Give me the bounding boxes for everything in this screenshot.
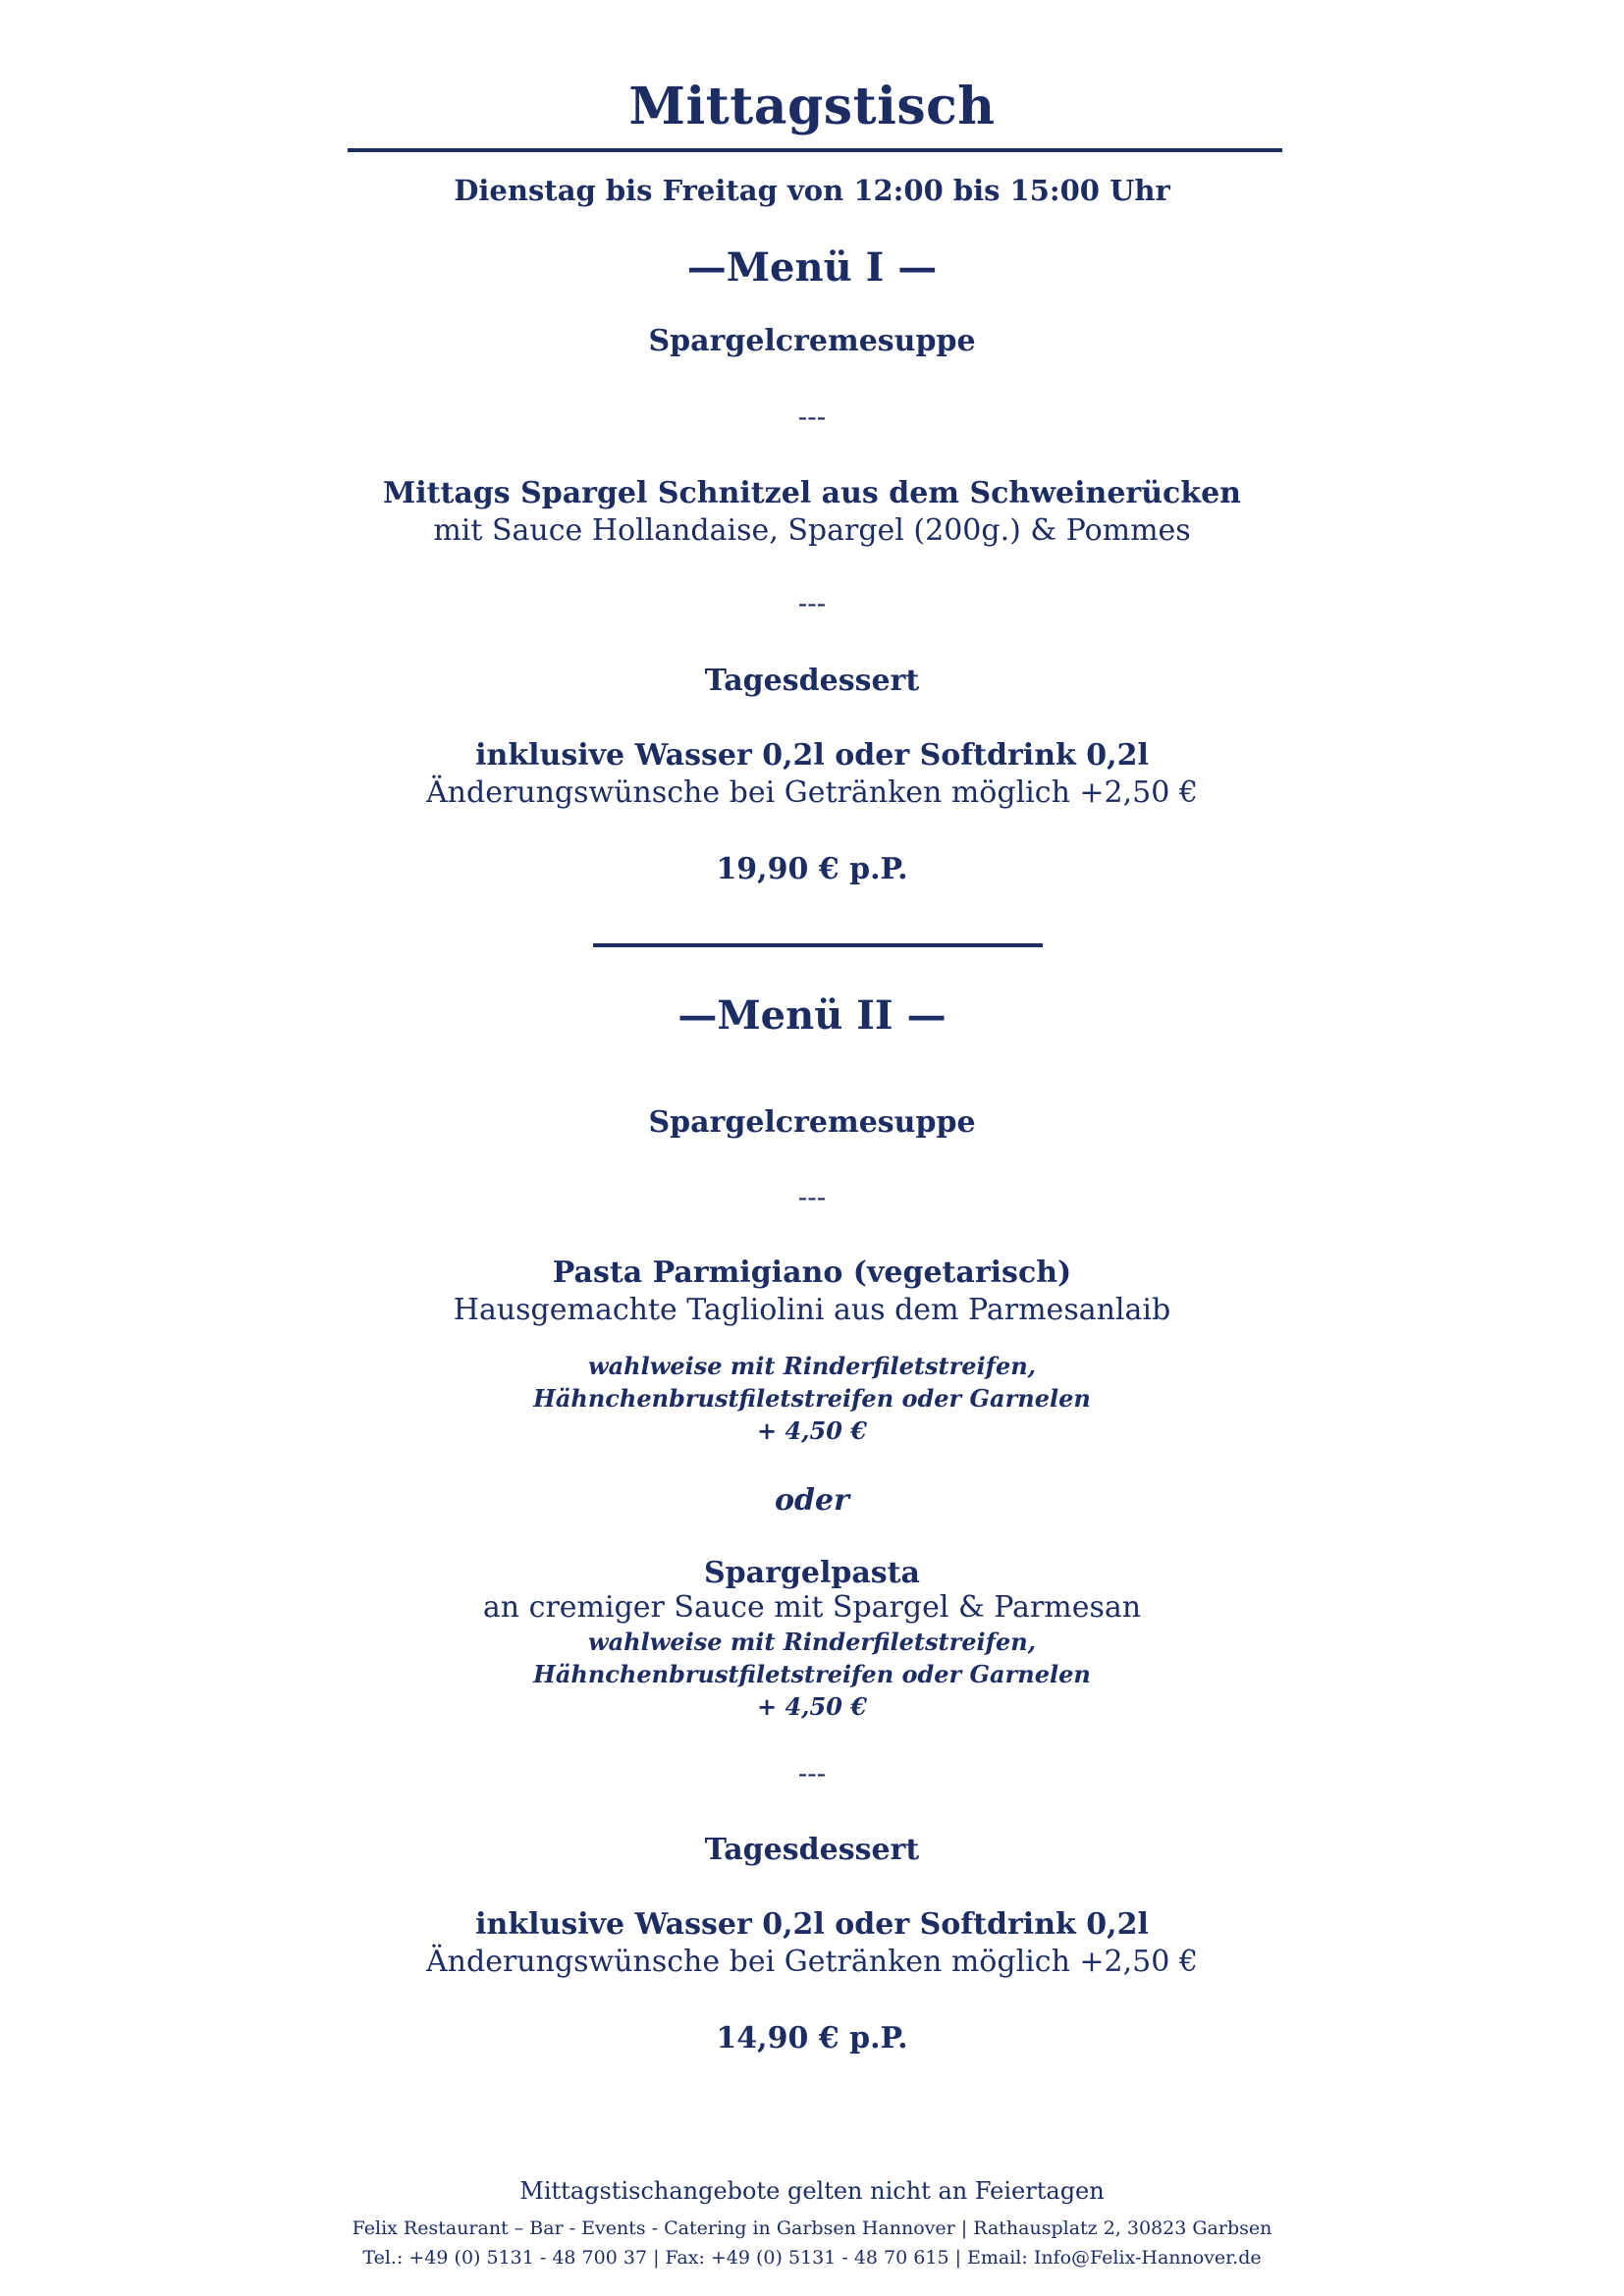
- menu-2-pasta-1-surcharge: + 4,50 €: [757, 1416, 867, 1445]
- menu-2-pasta-2-option-line-1: wahlweise mit Rinderfiletstreifen,: [587, 1628, 1037, 1656]
- menu-2-drink: inklusive Wasser 0,2l oder Softdrink 0,2l: [475, 1907, 1149, 1942]
- menu-1-price: 19,90 € p.P.: [716, 852, 908, 886]
- menu-divider: [593, 943, 1043, 947]
- menu-2-pasta-1-title: Pasta Parmigiano (vegetarisch): [552, 1255, 1072, 1290]
- menu-2-heading: —Menü II —: [677, 992, 947, 1039]
- menu-1-dessert: Tagesdessert: [704, 664, 920, 698]
- menu-2-separator-1: ---: [797, 1181, 827, 1213]
- menu-2-dessert: Tagesdessert: [704, 1833, 920, 1867]
- menu-2-pasta-2-surcharge: + 4,50 €: [757, 1692, 867, 1721]
- menu-2-drink-note: Änderungswünsche bei Getränken möglich +2,50 €: [426, 1945, 1198, 1979]
- menu-1-starter: Spargelcremesuppe: [648, 324, 976, 358]
- menu-1-main-title: Mittags Spargel Schnitzel aus dem Schweinerücken: [383, 476, 1241, 510]
- menu-2-pasta-1-option-line-2: Hähnchenbrustfiletstreifen oder Garnelen: [533, 1384, 1091, 1413]
- menu-2-pasta-1-option-line-1: wahlweise mit Rinderfiletstreifen,: [587, 1352, 1037, 1380]
- page-title: Mittagstisch: [628, 77, 996, 136]
- title-underline: [348, 148, 1282, 152]
- menu-1-separator-2: ---: [797, 587, 827, 619]
- menu-2-pasta-2-title: Spargelpasta: [704, 1556, 920, 1590]
- menu-2-pasta-2-option-line-2: Hähnchenbrustfiletstreifen oder Garnelen: [533, 1660, 1091, 1688]
- menu-2-or: oder: [775, 1483, 849, 1518]
- menu-2-pasta-1-description: Hausgemachte Tagliolini aus dem Parmesanlaib: [453, 1293, 1171, 1327]
- holiday-notice: Mittagstischangebote gelten nicht an Feiertagen: [519, 2177, 1105, 2205]
- menu-1-drink: inklusive Wasser 0,2l oder Softdrink 0,2l: [475, 738, 1149, 773]
- opening-hours: Dienstag bis Freitag von 12:00 bis 15:00 Uhr: [454, 174, 1170, 207]
- menu-1-separator-1: ---: [797, 400, 827, 433]
- menu-1-heading: —Menü I —: [686, 244, 938, 291]
- menu-2-separator-2: ---: [797, 1757, 827, 1789]
- menu-2-pasta-2-description: an cremiger Sauce mit Spargel & Parmesan: [482, 1590, 1142, 1625]
- menu-2-price: 14,90 € p.P.: [716, 2021, 908, 2056]
- menu-1-drink-note: Änderungswünsche bei Getränken möglich +2,50 €: [426, 775, 1198, 810]
- menu-2-starter: Spargelcremesuppe: [648, 1105, 976, 1140]
- footer-address: Felix Restaurant – Bar - Events - Catering in Garbsen Hannover | Rathausplatz 2, 30823 Garbsen: [352, 2217, 1272, 2239]
- footer-contact: Tel.: +49 (0) 5131 - 48 700 37 | Fax: +49 (0) 5131 - 48 70 615 | Email: Info@Felix-Hannover.de: [362, 2247, 1262, 2269]
- menu-1-main-description: mit Sauce Hollandaise, Spargel (200g.) & Pommes: [433, 513, 1191, 548]
